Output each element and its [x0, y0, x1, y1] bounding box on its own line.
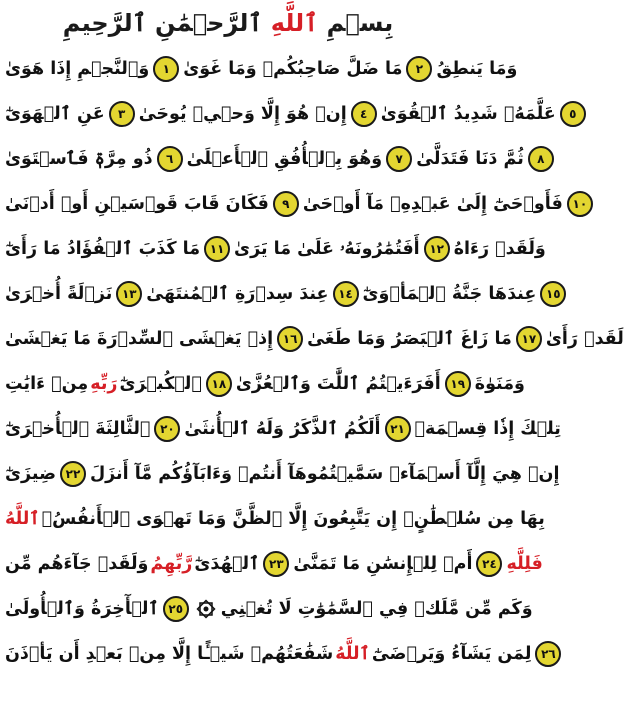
ayah-number-marker: ٧: [386, 146, 412, 172]
verse-line: [4, 361, 525, 406]
verse-line: [4, 451, 560, 496]
divine-name-text: ٱللَّهُ: [5, 508, 40, 529]
ayah-number-marker: ٣: [109, 101, 135, 127]
ayah-number-marker: ٢٢: [60, 461, 86, 487]
verse-text: ذُو مِرَّةٖ فَٱسۡتَوَىٰ: [5, 148, 153, 169]
ayah-number-marker: ١٥: [540, 281, 566, 307]
verse-text: وَمَنَوٰةَ: [474, 373, 525, 394]
verse-text: فَأَوۡحَىٰٓ إِلَىٰ عَبۡدِهِۦ مَآ أَوۡحَىٰ: [302, 193, 563, 214]
verse-text: مَا ضَلَّ صَاحِبُكُمۡ وَمَا غَوَىٰ: [183, 58, 403, 79]
divine-name-text: رَّبِّهِمُ: [150, 553, 193, 574]
basmala-bism: بِسۡمِ: [326, 9, 394, 37]
verse-line: [4, 136, 545, 181]
basmala-rahman-rahim: ٱلرَّحۡمَٰنِ ٱلرَّحِيمِ: [62, 9, 263, 37]
verse-text: شَفَٰعَتُهُمۡ شَيۡـًٔا إِلَّا مِنۢ بَعۡدِ أَن يَأۡذَنَ: [5, 643, 334, 664]
ayah-number-marker: ٩: [273, 191, 299, 217]
verse-text: فَكَانَ قَابَ قَوۡسَيۡنِ أَوۡ أَدۡنَىٰ: [5, 193, 269, 214]
verse-text: إِذۡ يَغۡشَى ٱلسِّدۡرَةَ مَا يَغۡشَىٰ: [5, 328, 274, 349]
verse-line: [4, 91, 577, 136]
verse-line: [4, 586, 533, 631]
ayah-number-marker: ٢٤: [476, 551, 502, 577]
verse-text: وَكَم مِّن مَّلَكٖ فِي ٱلسَّمَٰوَٰتِ لَا تُغۡنِي: [220, 598, 533, 619]
verse-text: مَا كَذَبَ ٱلۡفُؤَادُ مَا رَأَىٰٓ: [5, 238, 201, 259]
ayah-number-marker: ١٤: [333, 281, 359, 307]
ayah-number-marker: ٢٦: [535, 641, 561, 667]
verse-text: ٱلثَّالِثَةَ ٱلۡأُخۡرَىٰٓ: [5, 418, 151, 439]
rub-el-hizb-icon: [195, 598, 217, 620]
verse-text: ضِيزَىٰٓ: [5, 463, 56, 484]
verse-text: تِلۡكَ إِذٗا قِسۡمَةٞ: [414, 418, 561, 439]
verse-text: أَمۡ لِلۡإِنسَٰنِ مَا تَمَنَّىٰ: [293, 553, 473, 574]
verse-line: [4, 271, 561, 316]
ayah-number-marker: ٦: [157, 146, 183, 172]
ayah-number-marker: ١٢: [424, 236, 450, 262]
verse-text: أَفَرَءَيۡتُمُ ٱللَّٰتَ وَٱلۡعُزَّىٰ: [235, 373, 441, 394]
ayah-number-marker: ٢١: [385, 416, 411, 442]
verse-line: [4, 226, 546, 271]
verse-line: [4, 631, 556, 676]
ayah-number-marker: ٢٣: [263, 551, 289, 577]
ayah-number-marker: ٢٥: [163, 596, 189, 622]
ayah-number-marker: ١٨: [206, 371, 232, 397]
ayah-number-marker: ٤: [351, 101, 377, 127]
verse-text: مَا زَاغَ ٱلۡبَصَرُ وَمَا طَغَىٰ: [307, 328, 512, 349]
verse-line: [4, 541, 543, 586]
ayah-number-marker: ٥: [560, 101, 586, 127]
verse-line: [4, 406, 561, 451]
verse-text: أَفَتُمَٰرُونَهُۥ عَلَىٰ مَا يَرَىٰ: [234, 238, 420, 259]
verse-text: لَقَدۡ رَأَىٰ: [545, 328, 624, 349]
verse-line: [4, 46, 518, 91]
ayah-number-marker: ٢٠: [154, 416, 180, 442]
verse-text: مِنۡ ءَايَٰتِ: [5, 373, 89, 394]
verse-text: وَهُوَ بِٱلۡأُفُقِ ٱلۡأَعۡلَىٰ: [186, 148, 383, 169]
basmala: [4, 0, 452, 46]
verse-line: [4, 316, 624, 361]
verse-text: ثُمَّ دَنَا فَتَدَلَّىٰ: [416, 148, 524, 169]
verse-text: وَمَا يَنطِقُ: [436, 58, 518, 79]
verse-text: وَلَقَدۡ جَآءَهُم مِّن: [5, 553, 149, 574]
verse-text: عَلَّمَهُۥ شَدِيدُ ٱلۡقُوَىٰ: [380, 103, 556, 124]
divine-name-text: ٱللَّهُ: [335, 643, 370, 664]
verse-text: عِندَهَا جَنَّةُ ٱلۡمَأۡوَىٰٓ: [362, 283, 537, 304]
verse-text: ٱلۡكُبۡرَىٰٓ: [119, 373, 202, 394]
ayah-number-marker: ٨: [528, 146, 554, 172]
divine-name-text: رَبِّهِ: [90, 373, 118, 394]
ayah-number-marker: ١٦: [277, 326, 303, 352]
verse-text: أَلَكُمُ ٱلذَّكَرُ وَلَهُ ٱلۡأُنثَىٰ: [184, 418, 381, 439]
verse-text: وَٱلنَّجۡمِ إِذَا هَوَىٰ: [5, 58, 150, 79]
ayah-number-marker: ١١: [204, 236, 230, 262]
ayah-number-marker: ١٩: [445, 371, 471, 397]
verse-text: ٱلۡأٓخِرَةُ وَٱلۡأُولَىٰ: [5, 598, 159, 619]
verse-text: ٱلۡهُدَىٰٓ: [194, 553, 260, 574]
verse-lines: [4, 46, 624, 676]
ayah-number-marker: ١: [153, 56, 179, 82]
verse-line: [4, 181, 588, 226]
verse-text: لِمَن يَشَآءُ وَيَرۡضَىٰٓ: [371, 643, 532, 664]
verse-text: عِندَ سِدۡرَةِ ٱلۡمُنتَهَىٰ: [146, 283, 329, 304]
divine-name-text: فَلِلَّهِ: [506, 553, 543, 574]
ayah-number-marker: ٢: [406, 56, 432, 82]
verse-text: نَزۡلَةً أُخۡرَىٰ: [5, 283, 113, 304]
ayah-number-marker: ١٠: [567, 191, 593, 217]
ayah-number-marker: ١٣: [116, 281, 142, 307]
basmala-allah: ٱللَّهِ: [270, 9, 319, 37]
verse-text: إِنۡ هُوَ إِلَّا وَحۡيٞ يُوحَىٰ: [138, 103, 347, 124]
ayah-number-marker: ١٧: [516, 326, 542, 352]
verse-text: إِنۡ هِيَ إِلَّآ أَسۡمَآءٞ سَمَّيۡتُمُوهَآ أَنتُمۡ وَءَابَآؤُكُم مَّآ أَنزَلَ: [89, 463, 560, 484]
verse-line: [4, 496, 545, 541]
verse-text: بِهَا مِن سُلۡطَٰنٍۚ إِن يَتَّبِعُونَ إِلَّا ٱلظَّنَّ وَمَا تَهۡوَى ٱلۡأَنفُسُۖ: [41, 508, 545, 529]
verse-text: عَنِ ٱلۡهَوَىٰٓ: [5, 103, 105, 124]
verse-text: وَلَقَدۡ رَءَاهُ: [453, 238, 546, 259]
